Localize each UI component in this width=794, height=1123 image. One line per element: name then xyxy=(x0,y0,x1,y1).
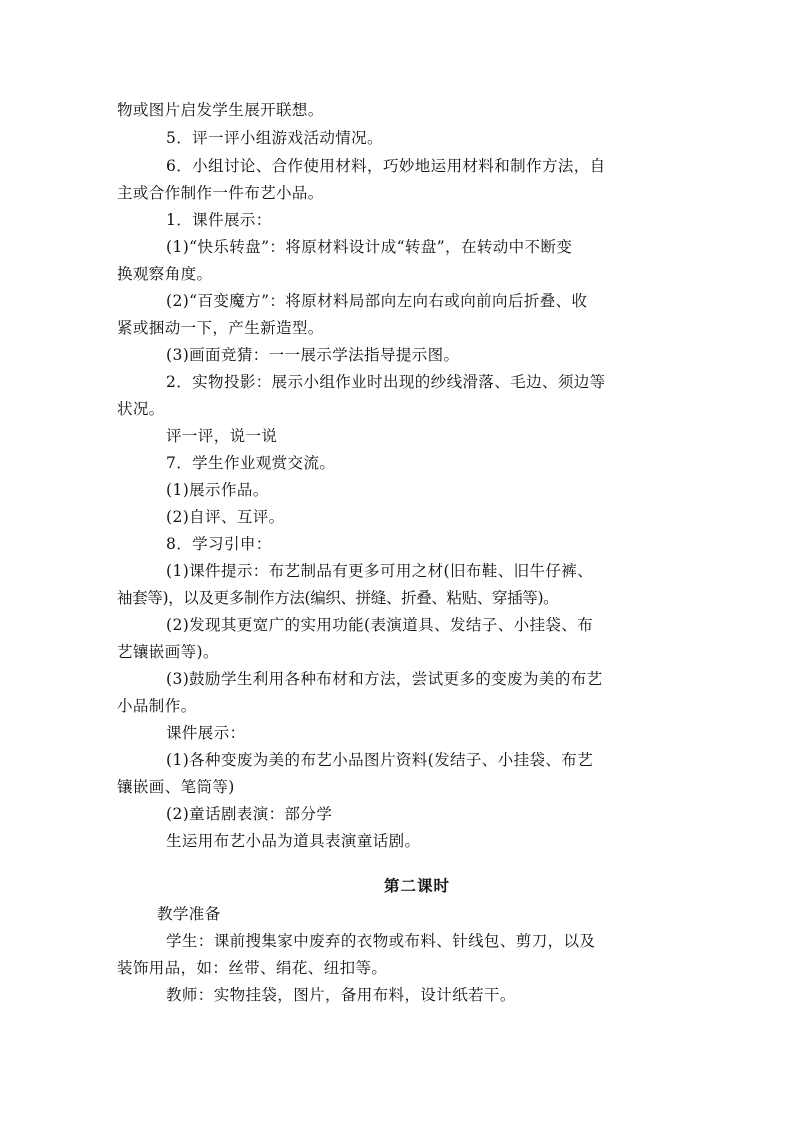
text-line: 6．小组讨论、合作使用材料，巧妙地运用材料和制作方法，自 xyxy=(166,157,606,175)
text-line: 装饰用品，如：丝带、绢花、纽扣等。 xyxy=(117,959,388,977)
text-line: 7．学生作业观赏交流。 xyxy=(166,454,336,472)
text-line: (2)自评、互评。 xyxy=(166,508,285,526)
text-line: (2)发现其更宽广的实用功能(表演道具、发结子、小挂袋、布 xyxy=(166,616,594,634)
text-line: (1)“快乐转盘”：将原材料设计成“转盘”，在转动中不断变 xyxy=(166,238,573,256)
text-line: 镶嵌画、笔筒等) xyxy=(117,778,235,796)
text-line: 紧或捆动一下，产生新造型。 xyxy=(117,319,324,337)
text-line: 换观察角度。 xyxy=(117,265,213,283)
text-line: 教师：实物挂袋，图片，备用布料，设计纸若干。 xyxy=(166,986,516,1004)
text-line: 生运用布艺小品为道具表演童话剧。 xyxy=(166,832,421,850)
text-line: 5．评一评小组游戏活动情况。 xyxy=(166,129,383,147)
text-line: 2．实物投影：展示小组作业时出现的纱线滑落、毛边、须边等 xyxy=(166,373,606,391)
text-line: (3)鼓励学生利用各种布材和方法，尝试更多的变废为美的布艺 xyxy=(166,670,603,688)
text-line: 艺镶嵌画等)。 xyxy=(117,643,219,661)
text-line: 小品制作。 xyxy=(117,697,197,715)
text-line: 物或图片启发学生展开联想。 xyxy=(117,101,324,119)
text-line: 主或合作制作一件布艺小品。 xyxy=(117,184,324,202)
text-line: 评一评，说一说 xyxy=(166,427,278,445)
text-line: 1．课件展示： xyxy=(166,211,272,229)
text-line: (3)画面竞猜：一一展示学法指导提示图。 xyxy=(166,346,460,364)
text-line: 学生：课前搜集家中废弃的衣物或布料、针线包、剪刀，以及 xyxy=(166,932,596,950)
text-line: 状况。 xyxy=(117,400,165,418)
text-line: (1)各种变废为美的布艺小品图片资料(发结子、小挂袋、布艺 xyxy=(166,751,594,769)
text-line: (1)展示作品。 xyxy=(166,481,269,499)
text-line: (2)“百变魔方”：将原材料局部向左向右或向前向后折叠、收 xyxy=(166,292,588,310)
section-title: 第二课时 xyxy=(384,876,451,895)
text-line: (2)童话剧表演：部分学 xyxy=(166,805,333,823)
text-line: (1)课件提示：布艺制品有更多可用之材(旧布鞋、旧牛仔裤、 xyxy=(166,562,594,580)
text-line: 课件展示： xyxy=(166,724,246,742)
text-line: 教学准备 xyxy=(157,905,221,923)
text-line: 袖套等)，以及更多制作方法(编织、拼缝、折叠、粘贴、穿插等)。 xyxy=(117,589,559,607)
text-line: 8．学习引申： xyxy=(166,535,272,553)
